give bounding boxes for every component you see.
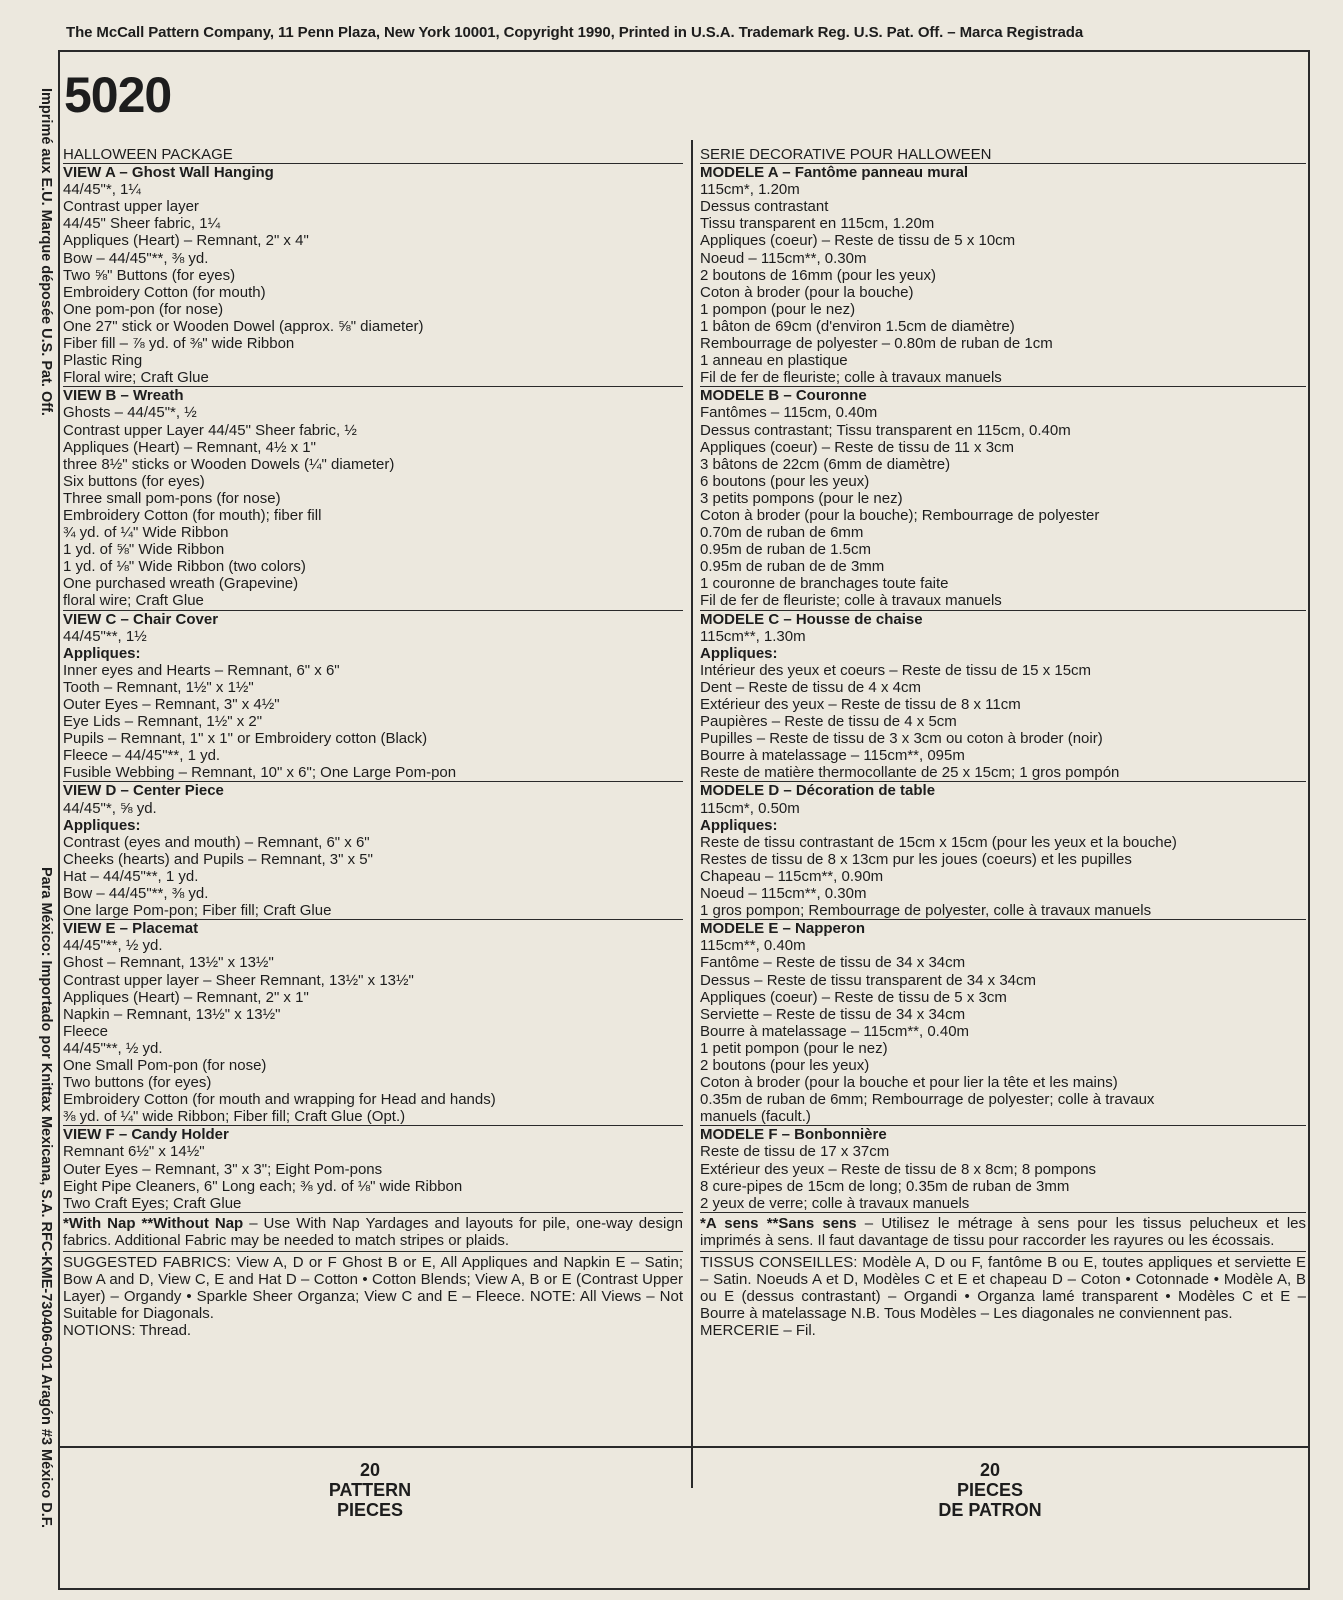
material-line: Hat – 44/45"**, 1 yd. [63,867,199,885]
english-title: HALLOWEEN PACKAGE [63,146,683,164]
material-line: 0.70m de ruban de 6mm [700,524,864,542]
material-line: Pupilles – Reste de tissu de 3 x 3cm ou coton à broder (noir) [700,730,1103,748]
view-section [700,164,1306,387]
material-line: ⅜ yd. of ¼" wide Ribbon; Fiber fill; Craft Glue (Opt.) [63,1108,406,1126]
material-line: Embroidery Cotton (for mouth); fiber fill [63,506,322,524]
material-line: 1 couronne de branchages toute faite [700,575,949,593]
material-line: 1 petit pompon (pour le nez) [700,1039,888,1057]
nap-note [700,1213,1306,1252]
material-line: Appliques (coeur) – Reste de tissu de 5 x 3cm [700,988,1007,1006]
material-line: Bow – 44/45"**, ⅜ yd. [63,885,209,903]
material-line: 115cm**, 1.30m [700,627,806,645]
material-line: three 8½" sticks or Wooden Dowels (¼" diameter) [63,455,395,473]
pattern-pieces-fr [920,1460,1060,1520]
material-line: Eight Pipe Cleaners, 6" Long each; ⅜ yd. of ⅛" wide Ribbon [63,1177,463,1195]
material-line: Chapeau – 115cm**, 0.90m [700,867,884,885]
material-line: One large Pom-pon; Fiber fill; Craft Glue [63,902,332,920]
material-line: Remnant 6½" x 14½" [63,1143,205,1161]
view-heading: MODELE B – Couronne [700,387,867,405]
material-line: 1 bâton de 69cm (d'environ 1.5cm de diamètre) [700,317,1015,335]
material-line: Floral wire; Craft Glue [63,369,209,387]
material-line: Fil de fer de fleuriste; colle à travaux manuels [700,369,1002,387]
view-section [63,611,683,783]
material-line: Extérieur des yeux – Reste de tissu de 8 x 11cm [700,696,1021,713]
material-line: 2 yeux de verre; colle à travaux manuels [700,1194,970,1212]
material-line: Reste de tissu de 17 x 37cm [700,1143,890,1161]
material-line: 115cm**, 0.40m [700,937,806,955]
material-line: Embroidery Cotton (for mouth) [63,283,266,301]
pieces-label: PATTERN [328,1480,412,1500]
nap-note [63,1213,683,1252]
material-line: Contrast upper layer – Sheer Remnant, 13½" x 13½" [63,971,414,989]
material-line: 115cm*, 1.20m [700,181,800,199]
material-line: floral wire; Craft Glue [63,592,204,610]
fabrics-text: SUGGESTED FABRICS: View A, D or F Ghost B or E, All Appliques and Napkin E – Satin; Bow A and D, View C, E and Hat D – Cotton • Cotton Blends; View A, B or E (Contrast Upper Layer) – Organdy • Sparkle Sheer Organza; View C and E – Fleece. NOTE: All Views – Not Suitable for Diagonals. [63,1254,683,1323]
suggested-fabrics [700,1252,1306,1339]
material-line: Noeud – 115cm**, 0.30m [700,885,867,903]
material-line: 8 cure-pipes de 15cm de long; 0.35m de ruban de 3mm [700,1177,1070,1195]
copyright-header: The McCall Pattern Company, 11 Penn Plaza, New York 10001, Copyright 1990, Printed in U.S.A. Trademark Reg. U.S. Pat. Off. – Marca Registrada [66,24,1084,41]
material-line: One Small Pom-pon (for nose) [63,1056,267,1074]
material-line: Appliques: [700,816,778,834]
pieces-label: DE PATRON [938,1500,1042,1520]
material-line: Ghosts – 44/45"*, ½ [63,404,197,422]
view-heading: VIEW E – Placemat [63,920,199,938]
material-line: Eye Lids – Remnant, 1½" x 2" [63,713,263,731]
material-line: Coton à broder (pour la bouche et pour lier la tête et les mains) [700,1074,1118,1092]
material-line: Dessus contrastant; Tissu transparent en 115cm, 0.40m [700,421,1071,439]
material-line: Embroidery Cotton (for mouth and wrapping for Head and hands) [63,1091,496,1109]
view-heading: MODELE E – Napperon [700,920,866,938]
material-line: Two ⅝" Buttons (for eyes) [63,266,236,284]
french-column [700,146,1306,1339]
material-line: 44/45"*, 1¼ [63,181,141,199]
material-line: Inner eyes and Hearts – Remnant, 6" x 6" [63,661,340,679]
material-line: Fusible Webbing – Remnant, 10" x 6"; One Large Pom-pon [63,764,457,782]
material-line: Intérieur des yeux et coeurs – Reste de tissu de 15 x 15cm [700,661,1092,679]
view-heading: MODELE F – Bonbonnière [700,1126,887,1144]
material-line: Fantôme – Reste de tissu de 34 x 34cm [700,954,966,972]
material-line: Appliques (coeur) – Reste de tissu de 5 x 10cm [700,232,1016,250]
material-line: Appliques: [700,644,778,662]
view-section [700,920,1306,1126]
view-heading: VIEW D – Center Piece [63,782,224,800]
material-line: Outer Eyes – Remnant, 3" x 4½" [63,696,280,713]
material-line: Ghost – Remnant, 13½" x 13½" [63,954,274,972]
material-line: Extérieur des yeux – Reste de tissu de 8 x 8cm; 8 pompons [700,1160,1097,1178]
view-section [700,611,1306,783]
view-heading: MODELE C – Housse de chaise [700,610,923,628]
material-line: Reste de matière thermocollante de 25 x 15cm; 1 gros pompón [700,764,1120,782]
material-line: Bourre à matelassage – 115cm**, 0.40m [700,1022,970,1040]
material-line: Serviette – Reste de tissu de 34 x 34cm [700,1005,966,1023]
material-line: Fleece – 44/45"**, 1 yd. [63,747,221,765]
material-line: 44/45"**, 1½ [63,627,147,645]
material-line: Bourre à matelassage – 115cm**, 095m [700,747,965,765]
nap-note-key: *A sens **Sans sens [700,1214,857,1232]
material-line: ¾ yd. of ¼" Wide Ribbon [63,524,229,542]
material-line: Appliques (coeur) – Reste de tissu de 11 x 3cm [700,438,1015,456]
material-line: 1 anneau en plastique [700,352,848,370]
material-line: 0.95m de ruban de de 3mm [700,558,885,576]
material-line: Fleece [63,1022,109,1040]
material-line: Cheeks (hearts) and Pupils – Remnant, 3" x 5" [63,850,373,868]
column-divider [691,140,693,1488]
material-line: Paupières – Reste de tissu de 4 x 5cm [700,713,957,731]
material-line: One 27" stick or Wooden Dowel (approx. ⅝" diameter) [63,317,424,335]
material-line: 1 gros pompon; Rembourrage de polyester, colle à travaux manuels [700,902,1152,920]
material-line: 115cm*, 0.50m [700,799,800,817]
view-section [63,782,683,920]
material-line: Contrast (eyes and mouth) – Remnant, 6" x 6" [63,833,370,851]
material-line: 44/45"**, ½ yd. [63,937,163,955]
material-line: Dent – Reste de tissu de 4 x 4cm [700,678,921,696]
material-line: Dessus contrastant [700,198,829,216]
material-line: Tissu transparent en 115cm, 1.20m [700,215,935,233]
material-line: 1 yd. of ⅛" Wide Ribbon (two colors) [63,558,306,576]
material-line: Plastic Ring [63,352,143,370]
material-line: 44/45"**, ½ yd. [63,1039,163,1057]
view-heading: MODELE D – Décoration de table [700,782,936,800]
view-heading: VIEW B – Wreath [63,387,184,405]
side-imprint [26,88,54,1528]
material-line: Coton à broder (pour la bouche) [700,283,914,301]
material-line: Fil de fer de fleuriste; colle à travaux manuels [700,592,1002,610]
material-line: 3 bâtons de 22cm (6mm de diamètre) [700,455,951,473]
pieces-label: PIECES [956,1480,1024,1500]
view-section [700,782,1306,920]
material-line: Two buttons (for eyes) [63,1074,212,1092]
view-section [63,1126,683,1212]
material-line: Appliques: [63,644,141,662]
material-line: manuels (facult.) [700,1108,811,1126]
material-line: Fantômes – 115cm, 0.40m [700,404,878,422]
material-line: Six buttons (for eyes) [63,472,205,490]
material-line: Tooth – Remnant, 1½" x 1½" [63,678,254,696]
material-line: Noeud – 115cm**, 0.30m [700,249,867,267]
material-line: 2 boutons (pour les yeux) [700,1056,870,1074]
material-line: Two Craft Eyes; Craft Glue [63,1194,242,1212]
side-imprint-bottom: Para México: Importado por Knittax Mexicana, S.A. RFC-KME-730406-001 Aragón #3 México D.F. [38,866,54,1528]
material-line: Pupils – Remnant, 1" x 1" or Embroidery cotton (Black) [63,730,428,748]
material-line: Coton à broder (pour la bouche); Rembourrage de polyester [700,506,1100,524]
nap-note-text: – Use With Nap Yardages and layouts for pile, one-way design fabrics. Additional Fabric may be needed to match stripes or plaids. [63,1214,683,1249]
material-line: One purchased wreath (Grapevine) [63,575,299,593]
fabrics-text: TISSUS CONSEILLES: Modèle A, D ou F, fantôme B ou E, toutes appliques et serviette E – Satin. Noeuds A et D, Modèles C et E et chapeau D – Coton • Cotonnade • Modèle A, B ou E (dessus contrastant) – Organdi • Organza lamé transparent • Modèles C et E – Bourre à matelassage N.B. Tous Modèles – Les diagonales ne conviennent pas. [700,1254,1306,1323]
view-heading: MODELE A – Fantôme panneau mural [700,164,969,182]
material-line: 0.35m de ruban de 6mm; Rembourrage de polyester; colle à travaux [700,1091,1155,1109]
material-line: Bow – 44/45"**, ⅜ yd. [63,249,209,267]
material-line: 44/45"*, ⅝ yd. [63,799,157,817]
material-line: Appliques (Heart) – Remnant, 2" x 4" [63,232,309,250]
suggested-fabrics [63,1252,683,1339]
nap-note-key: *With Nap **Without Nap [63,1214,244,1232]
bottom-divider [60,1446,1308,1448]
material-line: Three small pom-pons (for nose) [63,489,281,507]
material-line: 3 petits pompons (pour le nez) [700,489,903,507]
side-imprint-top: Imprimé aux E.U. Marque déposée U.S. Pat. Off. [38,88,54,416]
pieces-count: 20 [359,1460,381,1480]
material-line: Napkin – Remnant, 13½" x 13½" [63,1005,281,1023]
view-heading: VIEW A – Ghost Wall Hanging [63,164,274,182]
material-line: 0.95m de ruban de 1.5cm [700,541,871,559]
material-line: 1 yd. of ⅝" Wide Ribbon [63,541,225,559]
notions-text: MERCERIE – Fil. [700,1322,816,1340]
material-line: Appliques: [63,816,141,834]
material-line: Restes de tissu de 8 x 13cm pur les joues (coeurs) et les pupilles [700,850,1132,868]
material-line: Fiber fill – ⅞ yd. of ⅜" wide Ribbon [63,335,295,353]
material-line: Contrast upper layer [63,198,199,216]
french-title: SERIE DECORATIVE POUR HALLOWEEN [700,146,1306,164]
material-line: Rembourrage de polyester – 0.80m de ruban de 1cm [700,335,1053,353]
view-section [700,387,1306,610]
material-line: Reste de tissu contrastant de 15cm x 15cm (pour les yeux et la bouche) [700,833,1177,851]
view-heading: VIEW C – Chair Cover [63,610,219,628]
material-line: Outer Eyes – Remnant, 3" x 3"; Eight Pom-pons [63,1160,383,1178]
material-line: One pom-pon (for nose) [63,300,224,318]
pieces-count: 20 [979,1460,1001,1480]
view-section [63,164,683,387]
material-line: Appliques (Heart) – Remnant, 4½ x 1" [63,438,316,456]
english-column [63,146,683,1339]
notions-text: NOTIONS: Thread. [63,1322,192,1340]
view-section [700,1126,1306,1212]
view-section [63,387,683,610]
material-line: Appliques (Heart) – Remnant, 2" x 1" [63,988,309,1006]
view-section [63,920,683,1126]
material-line: Contrast upper Layer 44/45" Sheer fabric, ½ [63,421,357,439]
material-line: 2 boutons de 16mm (pour les yeux) [700,266,936,284]
material-line: Dessus – Reste de tissu transparent de 34 x 34cm [700,971,1037,989]
pieces-label: PIECES [336,1500,404,1520]
view-heading: VIEW F – Candy Holder [63,1126,229,1144]
material-line: 1 pompon (pour le nez) [700,300,856,318]
pattern-number: 5020 [64,67,172,123]
pattern-pieces-en [310,1460,430,1520]
pattern-envelope-back [58,50,1310,1590]
material-line: 6 boutons (pour les yeux) [700,472,870,490]
material-line: 44/45" Sheer fabric, 1¼ [63,215,221,233]
nap-note-text: – Utilisez le métrage à sens pour les tissus pelucheux et les imprimés à sens. Il faut davantage de tissu pour raccorder les rayures ou les écossais. [700,1214,1306,1249]
